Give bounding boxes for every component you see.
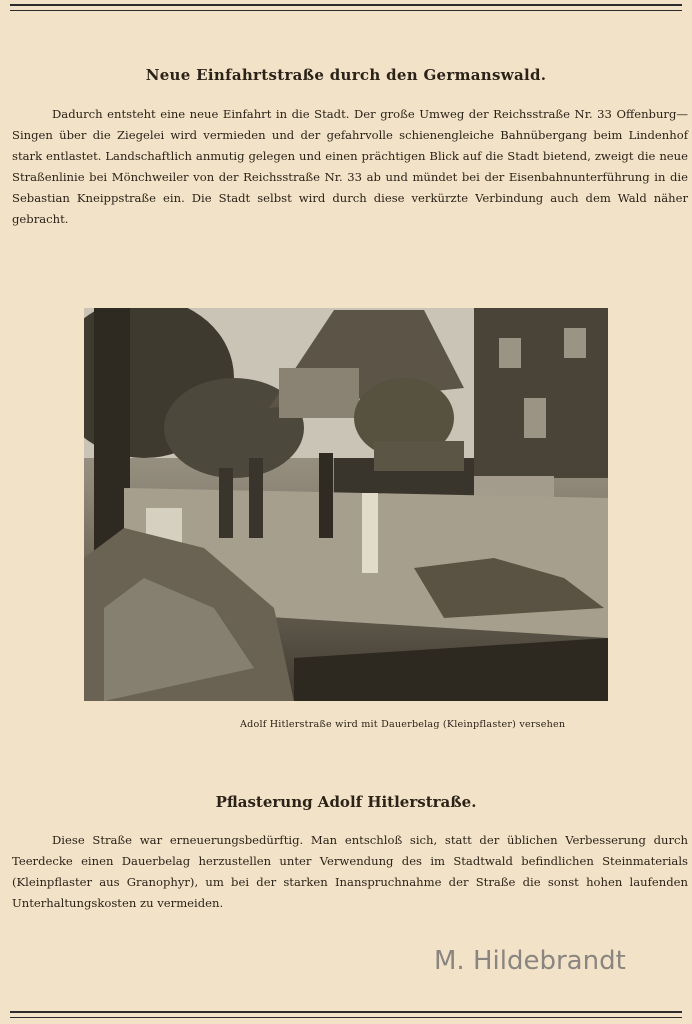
photo-illustration (84, 308, 608, 701)
heading-germanswald: Neue Einfahrtstraße durch den Germanswald. (145, 66, 547, 84)
photo-caption: Adolf Hitlerstraße wird mit Dauerbelag (Kleinpflaster) versehen (240, 719, 566, 730)
street-paving-photo (84, 308, 608, 701)
paragraph-pflasterung: Diese Straße war erneuerungsbedürftig. Man entschloß sich, statt der üblichen Verbesserung durch Teerdecke einen Dauerbelag herzustellen unter Verwendung des im Stadtwald befindlichen Steinmaterials (Kleinpflaster aus Granophyr), um bei der starken Inanspruchnahme der Straße die sonst hohen laufenden Unterhaltungskosten zu vermeiden. (12, 833, 688, 910)
paragraph-germanswald: Dadurch entsteht eine neue Einfahrt in die Stadt. Der große Umweg der Reichsstraße Nr. 33 Offenburg—Singen über die Ziegelei wird vermieden und der gefahrvolle schienengleiche Bahnübergang beim Lindenhof stark entlastet. Landschaftlich anmutig gelegen und einen prächtigen Blick auf die Stadt bietend, zweigt die neue Straßenlinie bei Mönchweiler von der Reichsstraße Nr. 33 ab und mündet bei der Eisenbahnunterführung in die Sebastian Kneippstraße ein. Die Stadt selbst wird durch diese verkürzte Verbindung auch dem Wald näher gebracht. (12, 107, 688, 226)
top-rule (10, 4, 682, 11)
signature-watermark: M. Hildebrandt (434, 946, 626, 976)
bottom-rule (10, 1011, 682, 1018)
heading-pflasterung: Pflasterung Adolf Hitlerstraße. (215, 793, 477, 811)
